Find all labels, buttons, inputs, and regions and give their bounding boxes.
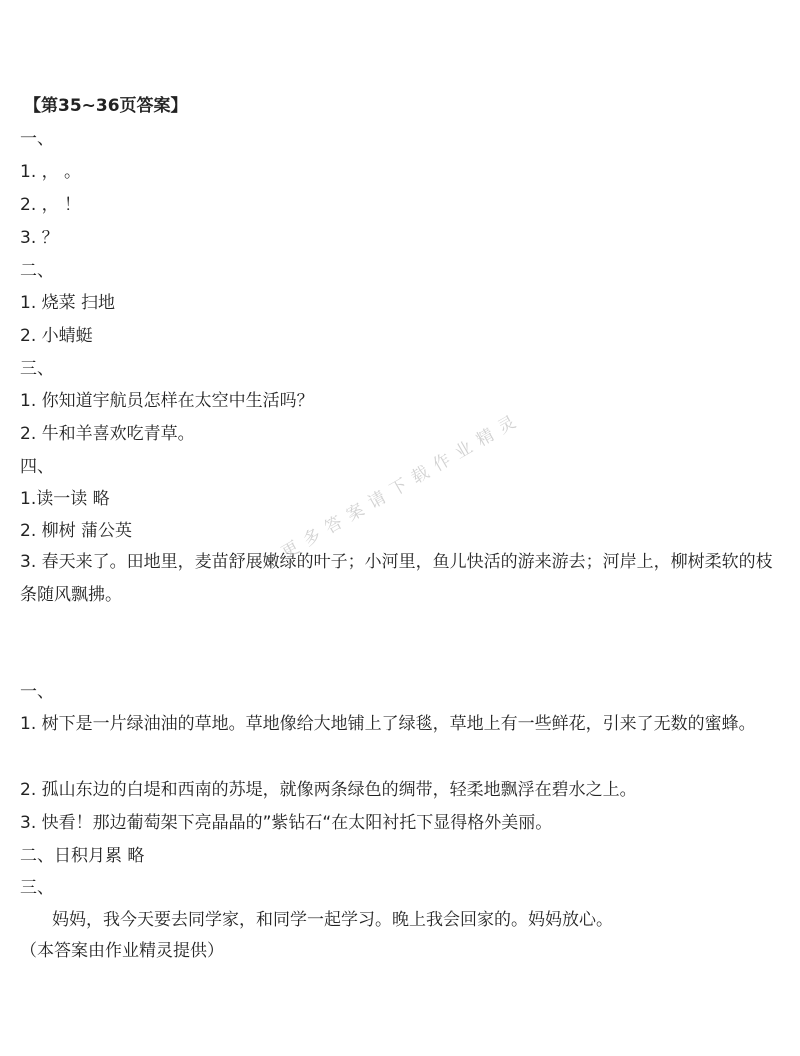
footer-note: （本答案由作业精灵提供）	[20, 941, 224, 961]
answer-paragraph: 1. 树下是一片绿油油的草地。草地像给大地铺上了绿毯，草地上有一些鲜花，引来了无数的蜜蜂。	[20, 714, 756, 734]
answer-paragraph: 3. 春天来了。田地里，麦苗舒展嫩绿的叶子；小河里，鱼儿快活的游来游去；河岸上，柳树柔软的枝条随风飘拂。	[20, 552, 773, 605]
section-heading: 三、	[20, 878, 54, 898]
answer-line: 2. 孤山东边的白堤和西南的苏堤，就像两条绿色的绸带，轻柔地飘浮在碧水之上。	[20, 780, 637, 800]
answer-line: 2. 牛和羊喜欢吃青草。	[20, 424, 195, 444]
section-heading: 二、日积月累 略	[20, 846, 145, 866]
section-heading: 一、	[20, 129, 54, 149]
answer-line: 妈妈，我今天要去同学家，和同学一起学习。晚上我会回家的。妈妈放心。	[52, 910, 613, 930]
answer-line: 2. 小蜻蜓	[20, 326, 93, 346]
answer-line: 2. 柳树 蒲公英	[20, 521, 133, 541]
answer-line: 1. 你知道宇航员怎样在太空中生活吗？	[20, 391, 314, 411]
page-title: 【第35~36页答案】	[24, 96, 188, 116]
answer-line: 3. ？	[20, 228, 59, 248]
section-heading: 二、	[20, 261, 54, 281]
answer-line: 3. 快看！那边葡萄架下亮晶晶的”紫钻石“在太阳衬托下显得格外美丽。	[20, 813, 553, 833]
answer-line: 1. 烧菜 扫地	[20, 293, 116, 313]
watermark: 更多答案请下载作业精灵	[278, 408, 527, 564]
section-heading: 四、	[20, 457, 54, 477]
answer-line: 1.读一读 略	[20, 489, 110, 509]
section-heading: 一、	[20, 682, 54, 702]
section-heading: 三、	[20, 359, 54, 379]
answer-line: 1. ， 。	[20, 162, 82, 182]
answer-line: 2. ， ！	[20, 195, 82, 215]
